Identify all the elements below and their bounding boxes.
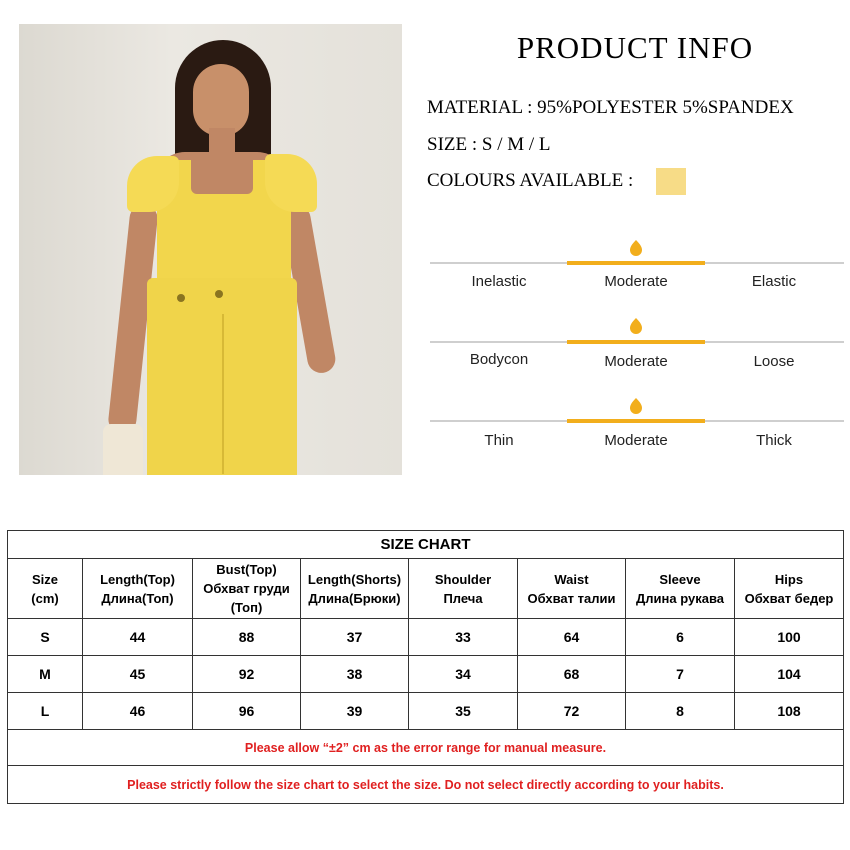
elasticity-middle-label: Moderate [604, 273, 668, 290]
colours-line: COLOURS AVAILABLE : [427, 170, 634, 191]
table-cell: 33 [409, 619, 518, 656]
size-selection-note: Please strictly follow the size chart to select the size. Do not select directly according to your habits. [8, 766, 844, 804]
table-cell: 88 [193, 619, 301, 656]
table-row [8, 619, 844, 656]
thickness-right-label: Thick [756, 432, 792, 449]
table-cell: 92 [193, 656, 301, 693]
fit-scale-highlight [567, 340, 705, 344]
table-row [8, 693, 844, 730]
model-face [193, 64, 249, 136]
scale-marker-icon [629, 318, 643, 336]
table-cell: S [8, 619, 83, 656]
table-cell: 104 [735, 656, 844, 693]
fit-middle-label: Moderate [604, 353, 668, 370]
table-cell: 96 [193, 693, 301, 730]
material-line: MATERIAL : 95%POLYESTER 5%SPANDEX [427, 97, 794, 118]
header-waist: Waist Обхват талии [518, 559, 626, 619]
scale-marker-icon [629, 398, 643, 416]
fit-left-label: Bodycon [469, 351, 529, 368]
square-neckline [191, 160, 253, 194]
size-chart-table [7, 530, 844, 804]
measurement-error-note: Please allow “±2” cm as the error range for manual measure. [8, 730, 844, 766]
shorts-button-icon [177, 294, 185, 302]
handbag [103, 424, 143, 475]
product-info-title: PRODUCT INFO [516, 30, 754, 65]
shorts-button-icon [215, 290, 223, 298]
header-length-top: Length(Top) Длина(Топ) [83, 559, 193, 619]
table-cell: 68 [518, 656, 626, 693]
colour-swatch [656, 168, 686, 195]
fit-right-label: Loose [753, 353, 795, 370]
header-shoulder: Shoulder Плеча [409, 559, 518, 619]
table-row [8, 656, 844, 693]
table-cell: 8 [626, 693, 735, 730]
header-size: Size (cm) [8, 559, 83, 619]
table-cell: 35 [409, 693, 518, 730]
table-cell: 34 [409, 656, 518, 693]
table-cell: 37 [301, 619, 409, 656]
header-hips: Hips Обхват бедер [735, 559, 844, 619]
table-cell: 38 [301, 656, 409, 693]
product-photo [19, 24, 402, 475]
table-cell: 7 [626, 656, 735, 693]
size-chart-title: SIZE CHART [8, 531, 844, 559]
table-cell: L [8, 693, 83, 730]
thickness-scale-highlight [567, 419, 705, 423]
table-cell: M [8, 656, 83, 693]
table-cell: 39 [301, 693, 409, 730]
size-line: SIZE : S / M / L [427, 134, 551, 155]
table-cell: 64 [518, 619, 626, 656]
scale-marker-icon [629, 240, 643, 258]
table-cell: 45 [83, 656, 193, 693]
table-cell: 6 [626, 619, 735, 656]
header-sleeve: Sleeve Длина рукава [626, 559, 735, 619]
elasticity-scale-highlight [567, 261, 705, 265]
table-cell: 44 [83, 619, 193, 656]
table-cell: 100 [735, 619, 844, 656]
table-cell: 46 [83, 693, 193, 730]
elasticity-left-label: Inelastic [471, 273, 527, 290]
thickness-middle-label: Moderate [604, 432, 668, 449]
header-bust-top: Bust(Top) Обхват груди (Топ) [193, 559, 301, 619]
table-cell: 72 [518, 693, 626, 730]
shorts-crease [222, 314, 224, 474]
table-cell: 108 [735, 693, 844, 730]
header-length-shorts: Length(Shorts) Длина(Брюки) [301, 559, 409, 619]
elasticity-right-label: Elastic [751, 273, 797, 290]
thickness-left-label: Thin [484, 432, 514, 449]
